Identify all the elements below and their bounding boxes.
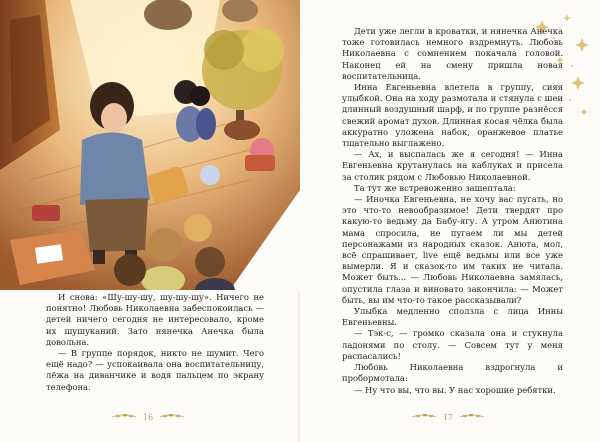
kindergarten-illustration bbox=[0, 0, 300, 290]
right-paragraph: — Иночка Евгеньевна, не хочу вас пугать, но это что-то невообразимое! Дети твердят про какую-то ведьму да Бабу-ягу. А утром Анютина мама спросила, не пугаем ли мы детей персонажами из народных сказок. Анюта, мол, всё спрашивает, live ещё ведьмы или все уже вымерли. Я и сказок-то им таких не читала. Может быть... — Любовь Николаевна замялась, опустила глаза и виновато закончила: — Может быть, вы им что-то такое рассказывали? bbox=[342, 194, 563, 305]
right-page-text bbox=[342, 26, 563, 396]
right-paragraph: — Ну что вы, что вы. У нас хорошие ребятки. bbox=[354, 384, 556, 395]
left-page-footer bbox=[98, 410, 198, 424]
right-paragraph: Улыбка медленно сползла с лица Инны Евгеньевны. bbox=[342, 306, 563, 328]
left-paragraph: — В группе порядок, никто не шумит. Чего ещё надо? — успокаивала она воспитательницу, лёжа на диванчике и водя пальцем по экрану телефона. bbox=[46, 348, 264, 392]
right-paragraph: Дети уже легли в кроватки, и нянечка Анечка тоже готовилась немного вздремнуть. Любовь Николаевна с сомнением покачала головой. Наконец ей на смену пришла новая воспитательница. bbox=[342, 26, 563, 81]
sprig-ornament-icon bbox=[459, 412, 485, 422]
sprig-ornament-icon bbox=[159, 412, 185, 422]
right-paragraph: Та тут же встревоженно зашептала: bbox=[354, 182, 516, 193]
page-number: 17 bbox=[442, 412, 454, 422]
sprig-ornament-icon bbox=[111, 412, 137, 422]
left-page-text bbox=[46, 292, 264, 393]
right-page bbox=[300, 0, 600, 442]
sprig-ornament-icon bbox=[411, 412, 437, 422]
right-page-footer bbox=[398, 410, 498, 424]
right-paragraph: — Тэк-с, — громко сказала она и стукнула ладонями по столу. — Совсем тут у меня распасались! bbox=[342, 328, 563, 361]
left-paragraph: И снова: «Шу-шу-шу, шу-шу-шу». Ничего не понятно! Любовь Николаевна забеспокоилась — детей ничего сегодня не интересовало, кроме их шушуканий. Зато нянечка Анечка была довольна. bbox=[46, 292, 264, 347]
right-paragraph: Любовь Николаевна вздрогнула и пробормотала: bbox=[342, 362, 563, 384]
right-paragraph: — Ах, и выспалась же я сегодня! — Инна Евгеньевна крутанулась на каблуках и присела за столик рядом с Любовью Николаевной. bbox=[342, 149, 563, 182]
page-number: 16 bbox=[142, 412, 154, 422]
right-paragraph: Инна Евгеньевна влетела в группу, сияя улыбкой. Она на ходу размотала и стянула с шеи длинный воздушный шарф, и по группе разнёсся свежий аромат духов. Длинная косая чёлка была аккуратно уложена набок, оранжевое платье тщательно выглажено. bbox=[342, 82, 563, 149]
